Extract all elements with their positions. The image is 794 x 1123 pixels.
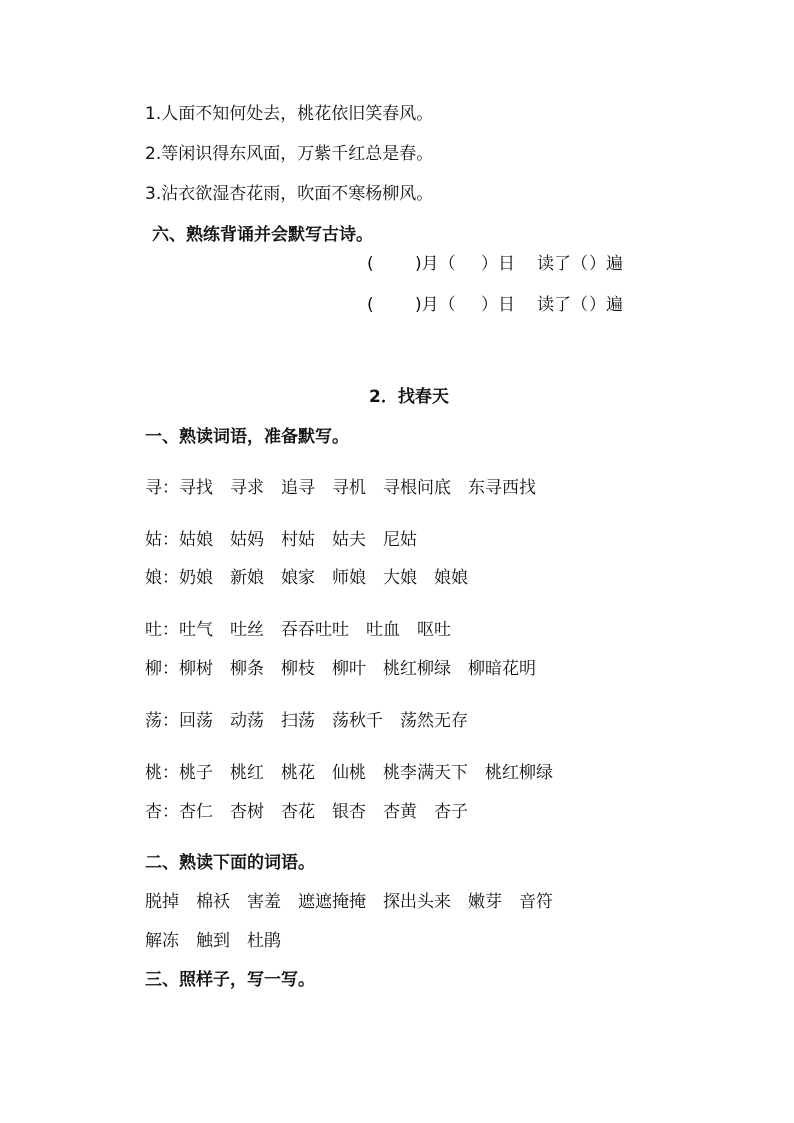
- vocab-head: 寻：: [145, 478, 179, 498]
- vocab-head: 娘：: [145, 568, 179, 588]
- vocab-word: 奶娘: [179, 568, 213, 588]
- vocab-word: 害羞: [247, 892, 281, 912]
- vocab-word: 仙桃: [332, 763, 366, 783]
- vocab-row-tao: [145, 762, 553, 784]
- vocab-word: 姑夫: [332, 530, 366, 550]
- vocab-row-dang: [145, 710, 468, 732]
- poem-line-3: 3.沾衣欲湿杏花雨，吹面不寒杨柳风。: [145, 184, 434, 204]
- tracker-read: 读了（: [537, 295, 588, 315]
- vocab-row-xing: [145, 801, 468, 823]
- vocab-word: 村姑: [281, 530, 315, 550]
- vocab-word: 扫荡: [281, 711, 315, 731]
- vocab-head: 姑：: [145, 530, 179, 550]
- vocab-word: 嫩芽: [468, 892, 502, 912]
- vocab-word: 触到: [196, 931, 230, 951]
- reading-tracker-row-2: [367, 294, 631, 316]
- vocab-word: 娘家: [281, 568, 315, 588]
- vocab-word: 杏子: [434, 802, 468, 822]
- vocab-row-niang: [145, 567, 468, 589]
- vocab-head: 柳：: [145, 659, 179, 679]
- vocab-word: 回荡: [179, 711, 213, 731]
- part-2-title: 二、熟读下面的词语。: [145, 853, 315, 873]
- vocab-row-tu: [145, 619, 451, 641]
- vocab-word: 呕吐: [417, 620, 451, 640]
- vocab-word: 追寻: [281, 478, 315, 498]
- part-2-words-line-2: [145, 930, 281, 952]
- vocab-word: 柳枝: [281, 659, 315, 679]
- vocab-word: 寻机: [332, 478, 366, 498]
- vocab-word: 柳条: [230, 659, 264, 679]
- vocab-word: 荡然无存: [400, 711, 468, 731]
- vocab-word: 银杏: [332, 802, 366, 822]
- vocab-word: 桃李满天下: [383, 763, 468, 783]
- vocab-word: 东寻西找: [468, 478, 536, 498]
- vocab-word: 桃红: [230, 763, 264, 783]
- tracker-open-paren: (: [367, 295, 374, 315]
- vocab-word: 新娘: [230, 568, 264, 588]
- vocab-word: 柳叶: [332, 659, 366, 679]
- vocab-row-xun: [145, 477, 536, 499]
- tracker-read: 读了（: [537, 254, 588, 274]
- poem-line-1: 1.人面不知何处去，桃花依旧笑春风。: [145, 104, 434, 124]
- vocab-word: 吐丝: [230, 620, 264, 640]
- tracker-month: )月（: [415, 295, 456, 315]
- tracker-open-paren: (: [367, 254, 374, 274]
- tracker-times: ）遍: [589, 254, 623, 274]
- vocab-word: 桃子: [179, 763, 213, 783]
- vocab-word: 杜鹃: [247, 931, 281, 951]
- part-1-title: 一、熟读词语，准备默写。: [145, 427, 349, 447]
- tracker-day: ）日: [481, 254, 515, 274]
- tracker-month: )月（: [415, 254, 456, 274]
- vocab-word: 师娘: [332, 568, 366, 588]
- vocab-word: 遮遮掩掩: [298, 892, 366, 912]
- poem-line-2: 2.等闲识得东风面，万紫千红总是春。: [145, 144, 434, 164]
- vocab-word: 荡秋千: [332, 711, 383, 731]
- vocab-word: 桃红柳绿: [383, 659, 451, 679]
- vocab-word: 寻求: [230, 478, 264, 498]
- vocab-word: 柳树: [179, 659, 213, 679]
- vocab-head: 杏：: [145, 802, 179, 822]
- vocab-word: 娘娘: [434, 568, 468, 588]
- part-3-title: 三、照样子，写一写。: [145, 970, 315, 990]
- vocab-word: 桃红柳绿: [485, 763, 553, 783]
- vocab-word: 音符: [519, 892, 553, 912]
- vocab-row-liu: [145, 658, 536, 680]
- reading-tracker-row-1: [367, 253, 631, 275]
- vocab-word: 寻根问底: [383, 478, 451, 498]
- vocab-word: 柳暗花明: [468, 659, 536, 679]
- vocab-word: 探出头来: [383, 892, 451, 912]
- vocab-word: 脱掉: [145, 892, 179, 912]
- vocab-word: 动荡: [230, 711, 264, 731]
- vocab-word: 杏仁: [179, 802, 213, 822]
- vocab-row-gu: [145, 529, 417, 551]
- vocab-word: 吐气: [179, 620, 213, 640]
- vocab-word: 尼姑: [383, 530, 417, 550]
- vocab-word: 姑娘: [179, 530, 213, 550]
- vocab-word: 解冻: [145, 931, 179, 951]
- vocab-word: 寻找: [179, 478, 213, 498]
- vocab-word: 杏花: [281, 802, 315, 822]
- vocab-head: 荡：: [145, 711, 179, 731]
- section-6-title: 六、熟练背诵并会默写古诗。: [152, 225, 373, 245]
- tracker-day: ）日: [481, 295, 515, 315]
- lesson-title: 2．找春天: [369, 387, 449, 407]
- tracker-times: ）遍: [589, 295, 623, 315]
- vocab-word: 杏黄: [383, 802, 417, 822]
- vocab-word: 杏树: [230, 802, 264, 822]
- vocab-word: 吞吞吐吐: [281, 620, 349, 640]
- vocab-word: 吐血: [366, 620, 400, 640]
- vocab-word: 姑妈: [230, 530, 264, 550]
- vocab-word: 大娘: [383, 568, 417, 588]
- vocab-head: 吐：: [145, 620, 179, 640]
- vocab-head: 桃：: [145, 763, 179, 783]
- vocab-word: 棉袄: [196, 892, 230, 912]
- part-2-words-line-1: [145, 891, 553, 913]
- vocab-word: 桃花: [281, 763, 315, 783]
